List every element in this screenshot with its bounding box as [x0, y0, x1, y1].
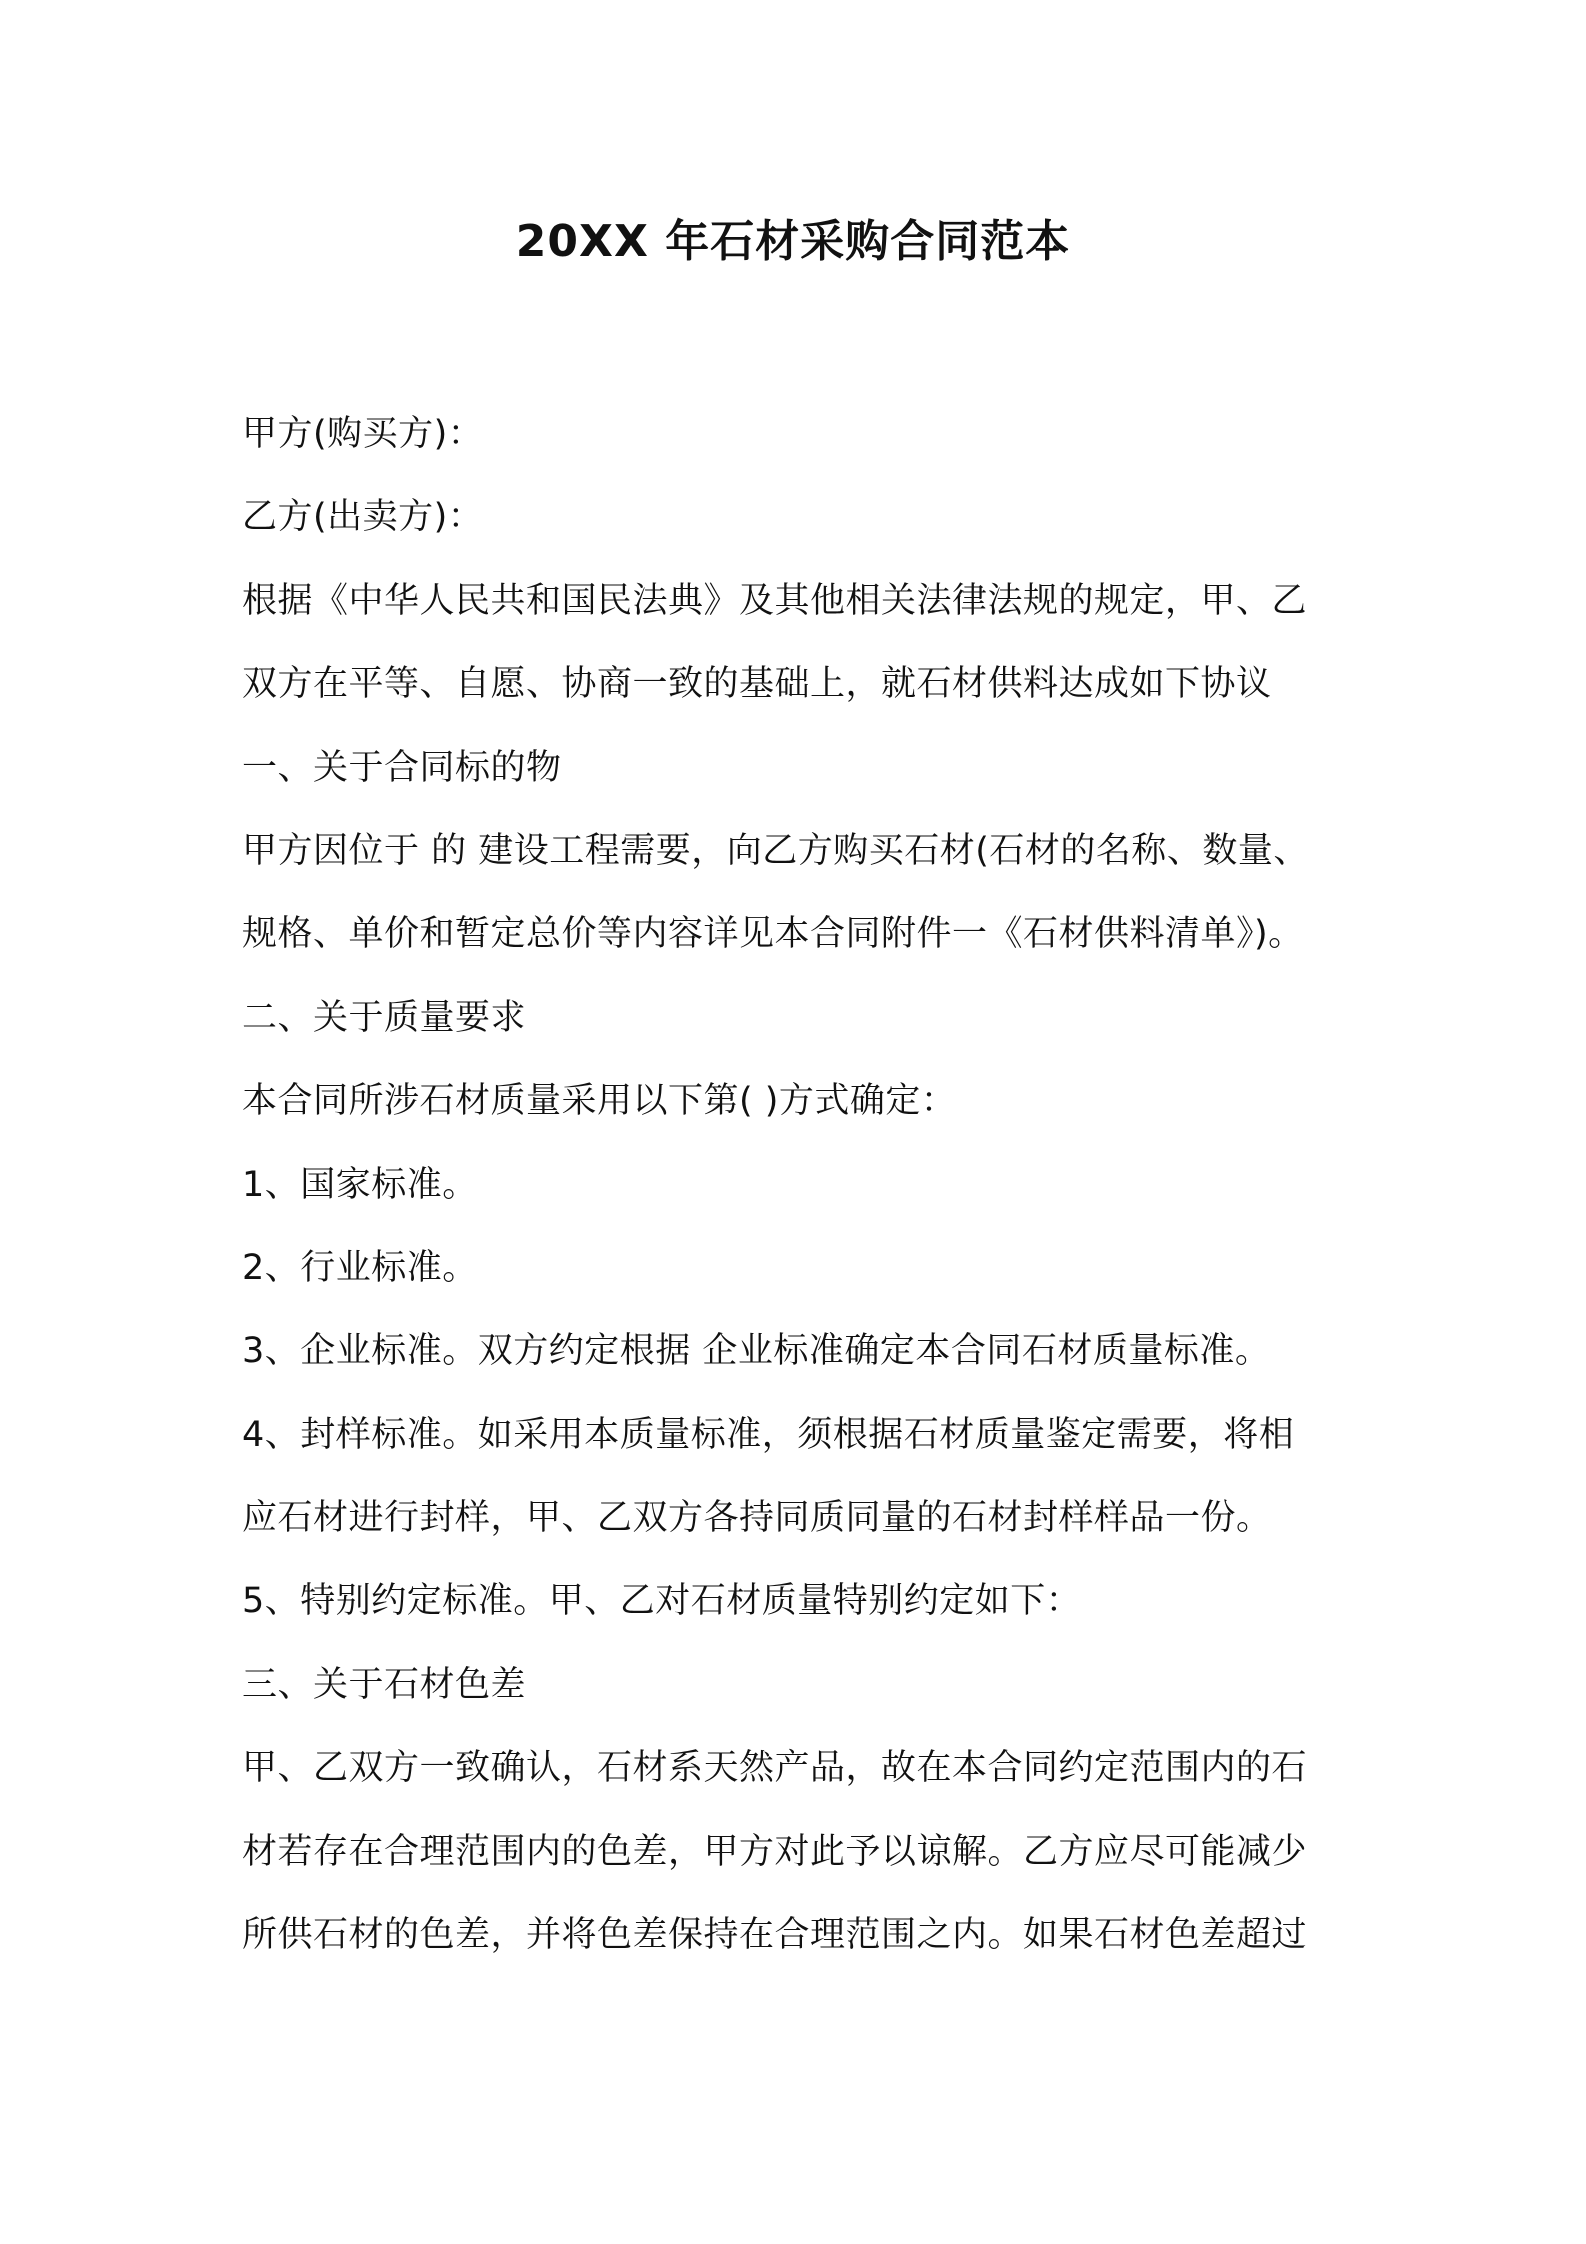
- section-heading-3: 三、关于石材色差: [242, 1664, 527, 1705]
- section-1-line-1: 甲方因位于 的 建设工程需要，向乙方购买石材(石材的名称、数量、: [242, 830, 1309, 871]
- document-title: 20XX 年石材采购合同范本: [515, 216, 1071, 267]
- section-3-line-2: 材若存在合理范围内的色差，甲方对此予以谅解。乙方应尽可能减少: [242, 1831, 1308, 1872]
- section-heading-2: 二、关于质量要求: [242, 997, 527, 1038]
- document-body: [242, 405, 1362, 1989]
- list-item-2: 2、行业标准。: [242, 1247, 478, 1288]
- section-3-line-3: 所供石材的色差，并将色差保持在合理范围之内。如果石材色差超过: [242, 1915, 1308, 1956]
- list-item-1: 1、国家标准。: [242, 1164, 478, 1205]
- list-item-5: 5、特别约定标准。甲、乙对石材质量特别约定如下：: [242, 1581, 1082, 1622]
- list-item-4-line-2: 应石材进行封样，甲、乙双方各持同质同量的石材封样样品一份。: [242, 1498, 1272, 1539]
- section-1-line-2: 规格、单价和暂定总价等内容详见本合同附件一《石材供料清单》)。: [242, 914, 1304, 955]
- list-item-4-line-1: 4、封样标准。如采用本质量标准，须根据石材质量鉴定需要，将相: [242, 1414, 1295, 1455]
- section-3-line-1: 甲、乙双方一致确认，石材系天然产品，故在本合同约定范围内的石: [242, 1748, 1308, 1789]
- preamble-line-2: 双方在平等、自愿、协商一致的基础上，就石材供料达成如下协议: [242, 664, 1272, 705]
- preamble-line-1: 根据《中华人民共和国民法典》及其他相关法律法规的规定，甲、乙: [242, 580, 1308, 621]
- list-item-3: 3、企业标准。双方约定根据 企业标准确定本合同石材质量标准。: [242, 1331, 1271, 1372]
- section-2-intro: 本合同所涉石材质量采用以下第( )方式确定：: [242, 1081, 957, 1122]
- party-b-line: 乙方(出卖方)：: [242, 497, 484, 538]
- party-a-line: 甲方(购买方)：: [242, 414, 484, 454]
- section-heading-1: 一、关于合同标的物: [242, 747, 562, 788]
